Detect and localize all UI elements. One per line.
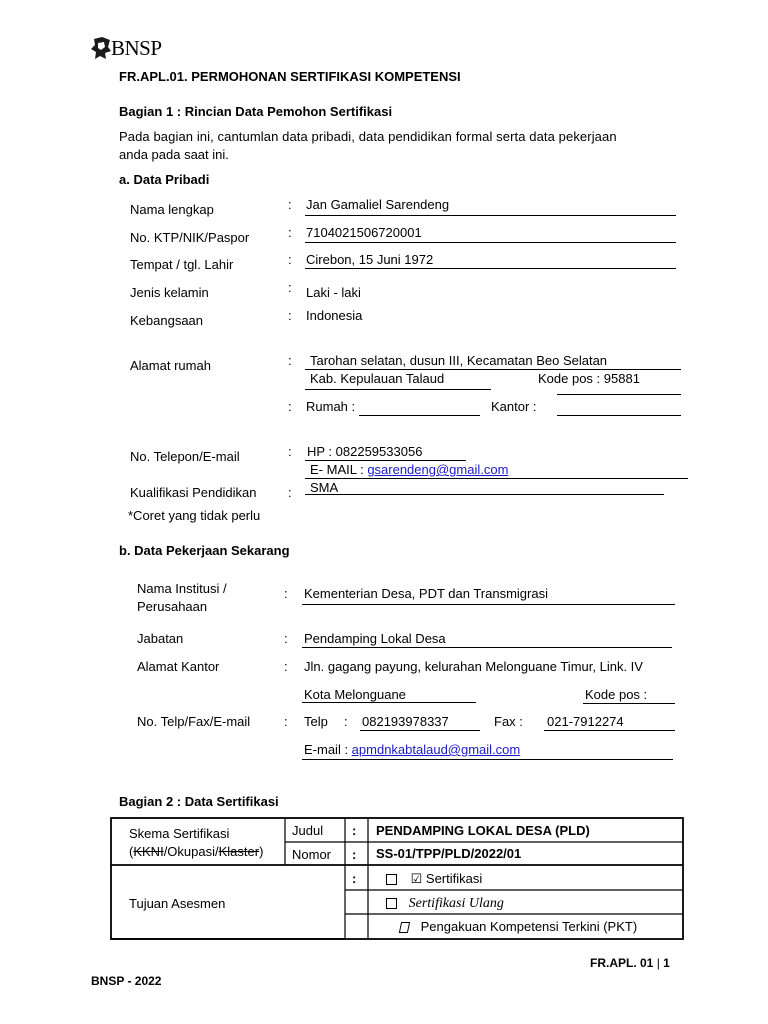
paren-close: ) [259, 844, 264, 859]
telp-underline [360, 730, 480, 731]
alamat-underline-1 [305, 369, 681, 370]
hp-value: HP : 082259533056 [307, 444, 423, 459]
checked-checkbox-icon[interactable]: ☑ [410, 871, 423, 886]
footer-bnsp-year: BNSP - 2022 [91, 974, 162, 988]
hp-underline [305, 460, 466, 461]
kodepos-rumah: Kode pos : 95881 [538, 371, 640, 386]
jabatan-label: Jabatan [137, 631, 184, 646]
opt-pkt-label: Pengakuan Kompetensi Terkini (PKT) [420, 919, 638, 934]
skema-okupasi: /Okupasi/ [163, 844, 219, 859]
nama-value: Jan Gamaliel Sarendeng [306, 197, 450, 212]
tujuan-label: Tujuan Asesmen [129, 896, 226, 911]
pendidikan-label: Kualifikasi Pendidikan [130, 485, 257, 500]
telp-label: No. Telepon/E-mail [130, 449, 240, 464]
pendidikan-underline [305, 494, 664, 495]
opt-sertifikasi-ulang-label: Sertifikasi Ulang [408, 896, 504, 911]
institusi-value: Kementerian Desa, PDT dan Transmigrasi [304, 586, 548, 601]
rumah-label: Rumah : [306, 399, 356, 414]
nama-underline [305, 215, 676, 216]
email-prefix: E- MAIL : [310, 462, 368, 477]
ktp-value: 7104021506720001 [306, 225, 422, 240]
colon: : [288, 353, 292, 368]
colon: : [288, 444, 292, 459]
form-title: FR.APL.01. PERMOHONAN SERTIFIKASI KOMPETENSI [119, 69, 461, 84]
colon: : [288, 197, 292, 212]
email-underline [305, 478, 688, 479]
alamat-label: Alamat rumah [130, 358, 211, 373]
jabatan-value: Pendamping Lokal Desa [304, 631, 446, 646]
alamat-underline-2 [305, 389, 491, 390]
judul-label: Judul [292, 823, 324, 838]
ttl-underline [305, 268, 676, 269]
email-line [310, 462, 508, 477]
page-ref [590, 956, 670, 970]
page-number: 1 [663, 956, 670, 970]
bnsp-emblem-icon [91, 37, 112, 60]
colon: : [288, 399, 292, 414]
ktp-underline [305, 242, 676, 243]
colon: : [288, 225, 292, 240]
part2-heading: Bagian 2 : Data Sertifikasi [119, 794, 279, 809]
jk-label: Jenis kelamin [130, 285, 209, 300]
kantor-underline [557, 415, 681, 416]
kantor-email-underline [302, 759, 673, 760]
rumah-underline [359, 415, 480, 416]
colon: : [284, 659, 288, 674]
page-sep: | [656, 956, 660, 970]
nomor-value: SS-01/TPP/PLD/2022/01 [376, 846, 522, 861]
nama-label: Nama lengkap [130, 202, 214, 217]
coret-note: *Coret yang tidak perlu [128, 508, 261, 523]
telp-prefix: Telp [304, 714, 328, 729]
part1-heading: Bagian 1 : Rincian Data Pemohon Sertifikasi [119, 104, 393, 119]
fax-label: Fax : [494, 714, 523, 729]
kantor-email-line [304, 742, 520, 757]
colon: : [284, 714, 288, 729]
skema-label: Skema Sertifikasi [129, 826, 230, 841]
alamat-kantor-value: Jln. gagang payung, kelurahan Melonguane Timur, Link. IV [304, 659, 643, 674]
kantor-label: Kantor : [491, 399, 537, 414]
intro-line-2: anda pada saat ini. [119, 147, 229, 162]
paren-open: ( [129, 844, 134, 859]
bangsa-value: Indonesia [306, 308, 363, 323]
colon: : [284, 631, 288, 646]
colon: : [288, 485, 292, 500]
opt-sertifikasi-label: Sertifikasi [425, 871, 483, 886]
skema-types [129, 844, 263, 859]
section-a-heading: a. Data Pribadi [119, 172, 210, 187]
pendidikan-value: SMA [310, 480, 339, 495]
kantor-email-prefix: E-mail : [304, 742, 352, 757]
colon: : [288, 252, 292, 267]
colon: : [352, 847, 357, 862]
alamat-kantor-label: Alamat Kantor [137, 659, 220, 674]
colon: : [352, 871, 357, 886]
colon: : [288, 280, 292, 295]
nomor-label: Nomor [292, 847, 332, 862]
kantor-email-link[interactable]: apmdnkabtalaud@gmail.com [351, 742, 521, 757]
section-b-heading: b. Data Pekerjaan Sekarang [119, 543, 290, 558]
intro-line-1: Pada bagian ini, cantumlan data pribadi, data pendidikan formal serta data pekerjaan [119, 129, 617, 144]
email-link[interactable]: gsarendeng@gmail.com [367, 462, 509, 477]
ttl-label: Tempat / tgl. Lahir [130, 257, 234, 272]
jk-value: Laki - laki [306, 285, 361, 300]
opt-sertifikasi-ulang [386, 895, 504, 912]
telp-colon: : [344, 714, 348, 729]
institusi-underline [302, 604, 675, 605]
skema-klaster: Klaster [218, 844, 260, 859]
alamat-line-2: Kab. Kepulauan Talaud [310, 371, 445, 386]
bangsa-label: Kebangsaan [130, 313, 204, 328]
ktp-label: No. KTP/NIK/Paspor [130, 230, 250, 245]
institusi-label-1: Nama Institusi / [137, 581, 227, 596]
alamat-line-1: Tarohan selatan, dusun III, Kecamatan Beo Selatan [310, 353, 608, 368]
fax-value: 021-7912274 [547, 714, 624, 729]
kota-value: Kota Melonguane [304, 687, 406, 702]
empty-checkbox-icon[interactable] [399, 922, 410, 933]
fax-underline [544, 730, 675, 731]
opt-sertifikasi [386, 871, 482, 887]
kodepos-kantor-underline [583, 703, 675, 704]
ttl-value: Cirebon, 15 Juni 1972 [306, 252, 434, 267]
judul-value: PENDAMPING LOKAL DESA (PLD) [376, 823, 590, 838]
kodepos-kantor-label: Kode pos : [585, 687, 648, 702]
kodepos-underline [557, 394, 681, 395]
telp-value: 082193978337 [362, 714, 449, 729]
empty-checkbox-icon[interactable] [386, 874, 397, 885]
empty-checkbox-icon[interactable] [386, 898, 397, 909]
jabatan-underline [302, 647, 672, 648]
opt-pkt [400, 919, 637, 934]
colon: : [284, 586, 288, 601]
colon: : [288, 308, 292, 323]
institusi-label-2: Perusahaan [137, 599, 208, 614]
logo-text: BNSP [111, 36, 162, 60]
page-ref-text: FR.APL. 01 [590, 956, 654, 970]
skema-kkni: KKNI [133, 844, 164, 859]
telp-fax-label: No. Telp/Fax/E-mail [137, 714, 251, 729]
kota-underline [302, 702, 476, 703]
colon: : [352, 823, 357, 838]
